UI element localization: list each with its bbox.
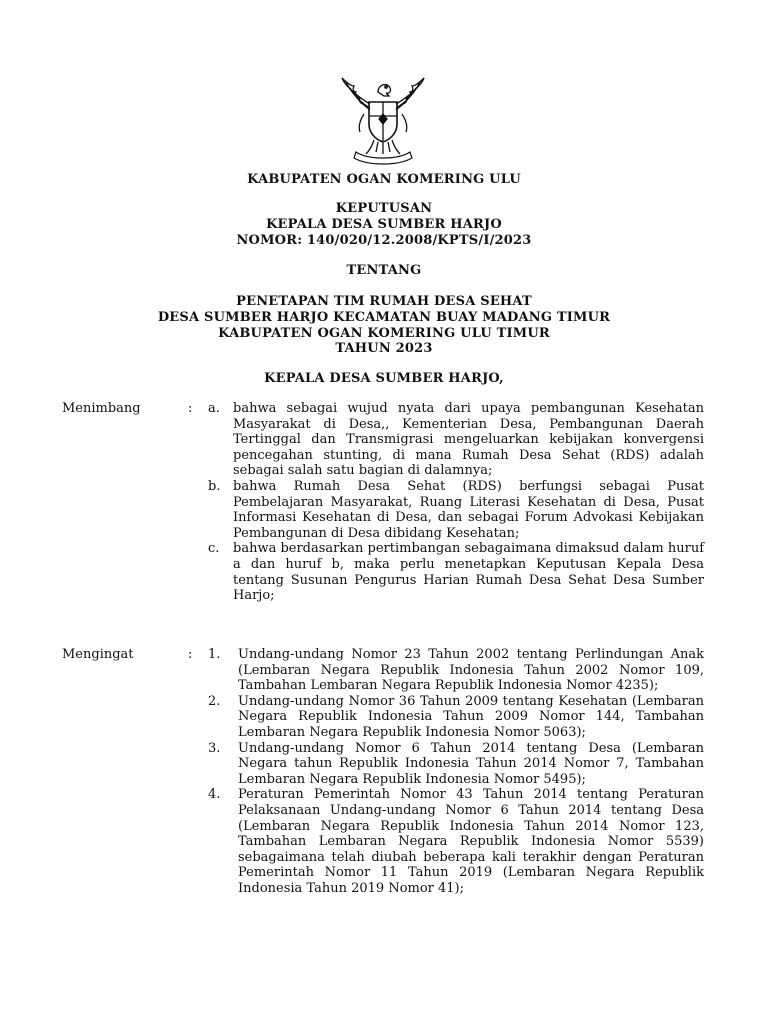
regency-title: KABUPATEN OGAN KOMERING ULU xyxy=(247,172,521,187)
subject-line-2: DESA SUMBER HARJO KECAMATAN BUAY MADANG TIMUR xyxy=(157,310,611,325)
garuda-emblem-icon xyxy=(334,74,432,166)
subject-line-3: KABUPATEN OGAN KOMERING ULU TIMUR xyxy=(218,326,550,341)
item-text: Peraturan Pemerintah Nomor 43 Tahun 2014 tentang Peraturan Pelaksanaan Undang-undang Nomor 6 Tahun 2014 tentang Desa (Lembaran Negara Republik Indonesia Tahun 2014 Nomor 123, Tambahan Lembaran Negara Republik Indonesia Nomor 5539) sebagaimana telah diubah beberapa kali terakhir dengan Peraturan Pemerintah Nomor 11 Tahun 2019 (Lembaran Negara Republik Indonesia Tahun 2019 Nomor 41); xyxy=(238,787,704,896)
subject-line-1: PENETAPAN TIM RUMAH DESA SEHAT xyxy=(236,294,532,309)
list-item xyxy=(208,647,704,694)
list-item xyxy=(208,401,704,479)
item-marker: 3. xyxy=(208,740,221,756)
list-item xyxy=(208,479,704,541)
item-marker: 4. xyxy=(208,787,221,803)
item-text: Undang-undang Nomor 36 Tahun 2009 tentang Kesehatan (Lembaran Negara Republik Indonesia Tahun 2009 Nomor 144, Tambahan Lembaran Negara Republik Indonesia Nomor 5063); xyxy=(238,693,704,740)
issuer-title: KEPALA DESA SUMBER HARJO xyxy=(266,217,502,232)
mengingat-label: Mengingat xyxy=(62,647,134,662)
about-label: TENTANG xyxy=(346,263,422,278)
list-item xyxy=(208,694,704,741)
menimbang-label: Menimbang xyxy=(62,401,141,416)
item-marker: c. xyxy=(208,541,220,557)
item-text: bahwa Rumah Desa Sehat (RDS) berfungsi sebagai Pusat Pembelajaran Masyarakat, Ruang Literasi Kesehatan di Desa, Pusat Informasi Kesehatan di Desa, dan sebagai Forum Advokasi Kebijakan Pembangunan di Desa dibidang Kesehatan; xyxy=(233,478,704,541)
item-marker: a. xyxy=(208,401,220,416)
decree-number: NOMOR: 140/020/12.2008/KPTS/I/2023 xyxy=(236,233,532,248)
item-marker: 2. xyxy=(208,693,221,709)
menimbang-list xyxy=(208,401,704,604)
list-item xyxy=(208,741,704,788)
subject-line-4: TAHUN 2023 xyxy=(335,341,433,356)
item-text: Undang-undang Nomor 23 Tahun 2002 tentang Perlindungan Anak (Lembaran Negara Republik Indonesia Tahun 2002 Nomor 109, Tambahan Lembaran Negara Republik Indonesia Nomor 4235); xyxy=(238,647,704,694)
menimbang-colon: : xyxy=(188,401,193,416)
item-marker: b. xyxy=(208,478,221,494)
signatory-title: KEPALA DESA SUMBER HARJO, xyxy=(264,371,504,386)
list-item xyxy=(208,541,704,603)
mengingat-colon: : xyxy=(188,647,193,662)
mengingat-list xyxy=(208,647,704,897)
item-text: Undang-undang Nomor 6 Tahun 2014 tentang Desa (Lembaran Negara tahun Republik Indonesia Tahun 2014 Nomor 7, Tambahan Lembaran Negara Republik Indonesia Nomor 5495); xyxy=(238,740,704,787)
item-text: bahwa sebagai wujud nyata dari upaya pembangunan Kesehatan Masyarakat di Desa,, Kementerian Desa, Pembangunan Daerah Tertinggal dan Transmigrasi mengeluarkan kebijakan konvergensi pencegahan stunting, di mana Rumah Desa Sehat (RDS) adalah sebagai salah satu bagian di dalamnya; xyxy=(233,401,704,479)
item-text: bahwa berdasarkan pertimbangan sebagaimana dimaksud dalam huruf a dan huruf b, maka perlu menetapkan Keputusan Kepala Desa tentang Susunan Pengurus Harian Rumah Desa Sehat Desa Sumber Harjo; xyxy=(233,541,705,604)
document-type: KEPUTUSAN xyxy=(335,201,433,216)
item-marker: 1. xyxy=(208,647,221,662)
list-item xyxy=(208,787,704,896)
